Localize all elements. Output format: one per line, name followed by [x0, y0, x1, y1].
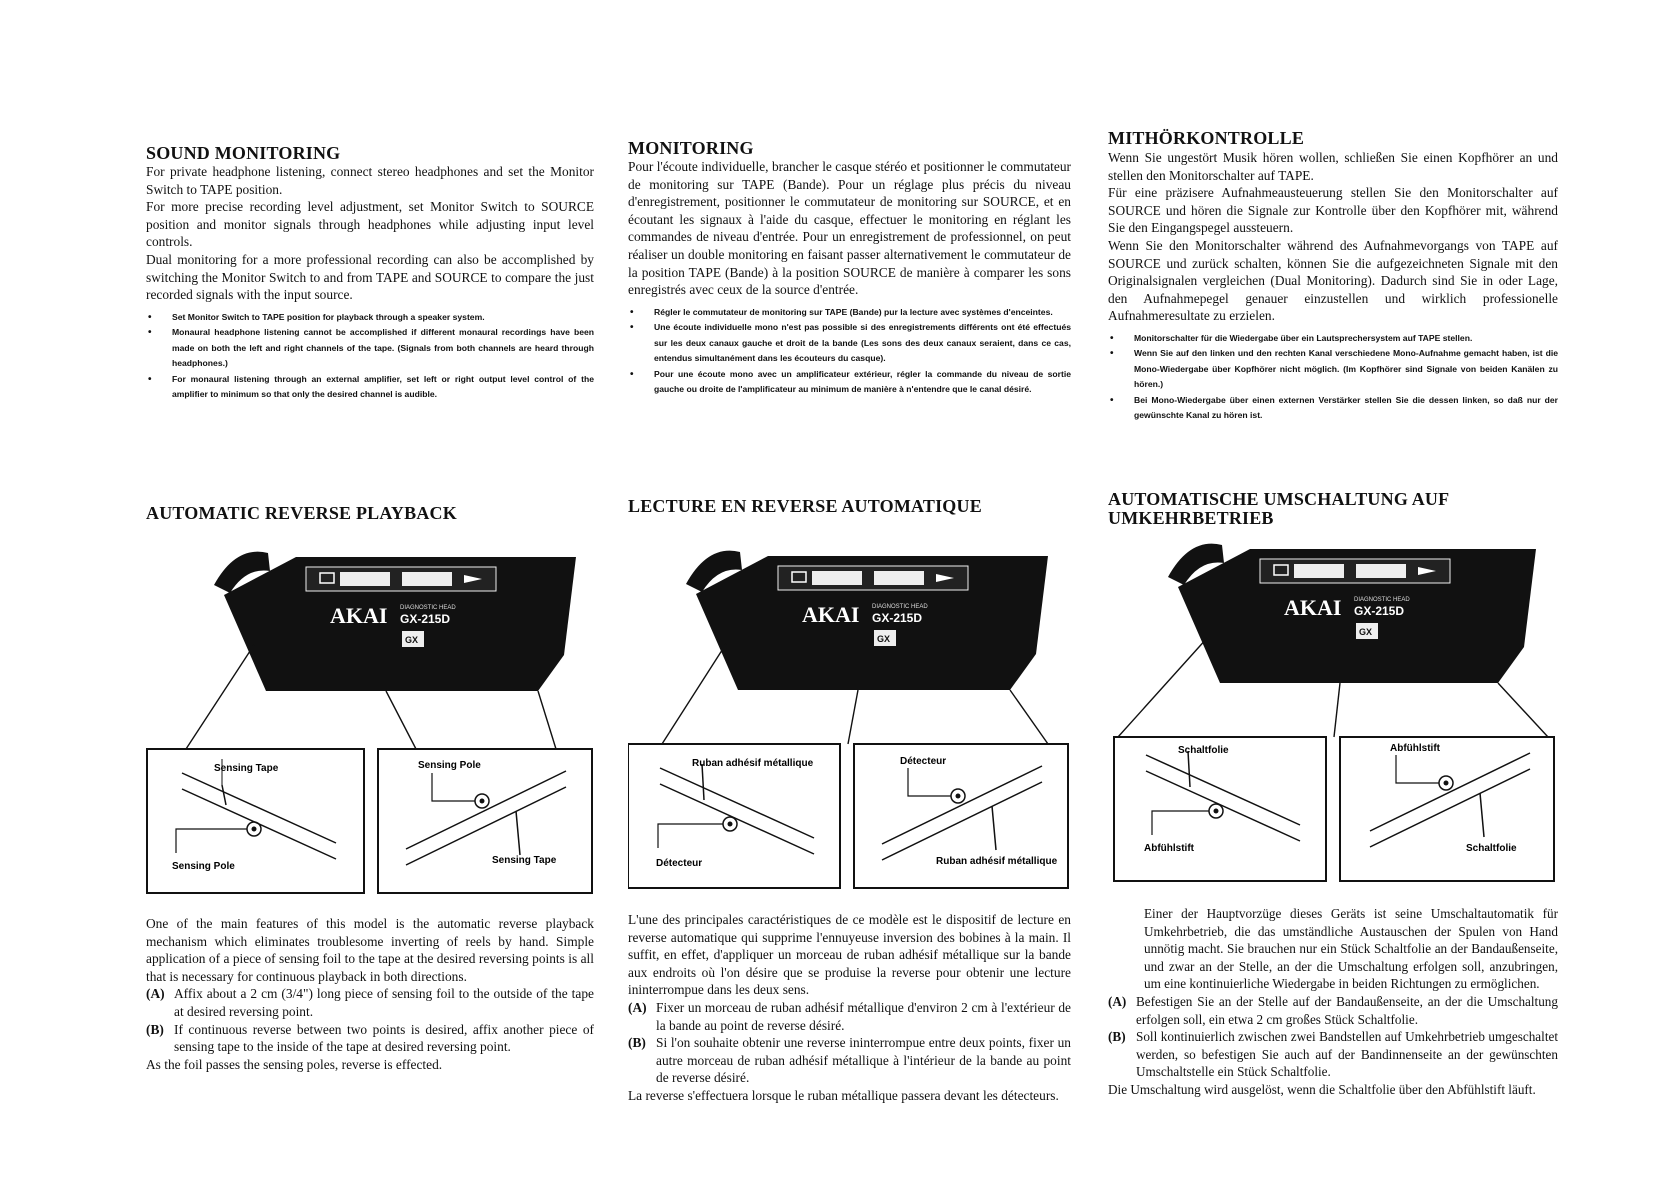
model-label: GX-215D — [400, 612, 451, 626]
label-sensing-pole-2: Sensing Pole — [418, 760, 481, 771]
step-marker: (B) — [1108, 1029, 1126, 1045]
model-subtitle: DIAGNOSTIC HEAD — [400, 605, 456, 611]
step-marker: (A) — [628, 999, 647, 1015]
section-title-auto-reverse: AUTOMATIC REVERSE PLAYBACK — [146, 503, 457, 523]
step-marker: (B) — [146, 1021, 164, 1037]
detail-box-inside — [378, 749, 592, 893]
section-title-auto-reverse: AUTOMATISCHE UMSCHALTUNG AUF UMKEHRBETRIEB — [1108, 489, 1449, 528]
step-a — [146, 985, 594, 1020]
section-title-auto-reverse: LECTURE EN REVERSE AUTOMATIQUE — [628, 496, 982, 516]
note-item: • For monaural listening through an external amplifier, set left or right output level control of the amplifier to minimum so that only the desired channel is audible. — [146, 372, 594, 403]
step-marker: (A) — [1108, 993, 1127, 1009]
paragraph: Dual monitoring for a more professional recording can also be accomplished by switching the Monitor Switch to and from TAPE and SOURCE to compare the just recorded signals with the input source. — [146, 251, 594, 303]
monitoring-body — [628, 158, 1071, 398]
notes-list — [1108, 331, 1558, 424]
paragraph: Die Umschaltung wird ausgelöst, wenn die Schaltfolie über den Abfühlstift läuft. — [1108, 1081, 1536, 1097]
reverse-diagram — [1108, 525, 1558, 885]
paragraph: Pour l'écoute individuelle, brancher le casque stéréo et positionner le commutateur de monitoring sur TAPE (Bande). Pour un réglage plus précis du niveau d'enregistrement, positionner le commutateur de monitoring sur SOURCE, et en écoutant les signaux à l'aide du casque, effectuer le monitoring en réglant les commandes de niveau d'entrée. Pour un enregistrement de professionnel, on peut réaliser un double monitoring en faisant passer alternativement le commutateur de la position TAPE (Bande) à la position SOURCE de manière à comparer les sons enregistrés avec ceux de la source d'entrée. — [628, 159, 1071, 298]
step-text: Fixer un morceau de ruban adhésif métallique d'environ 2 cm à l'extérieur de la bande au point de reverse désiré. — [656, 999, 1071, 1033]
step-marker: (B) — [628, 1035, 646, 1051]
note-item: • Monaural headphone listening cannot be accomplished if different monaural recordings have been made on both the left and right channels of the tape. (Signals from both channels are heard through headphones.) — [146, 325, 594, 372]
paragraph: Wenn Sie ungestört Musik hören wollen, schließen Sie einen Kopfhörer an und stellen den Monitorschalter auf TAPE. — [1108, 150, 1558, 183]
model-subtitle: DIAGNOSTIC HEAD — [872, 604, 928, 610]
label-sensing-tape: Sensing Tape — [214, 763, 279, 774]
brand-label: AKAI — [802, 602, 860, 627]
label-sensing-tape: Schaltfolie — [1178, 745, 1229, 756]
notes-list — [628, 305, 1071, 398]
reverse-diagram — [146, 535, 594, 895]
note-item: • Set Monitor Switch to TAPE position for playback through a speaker system. — [146, 310, 594, 326]
note-item: • Une écoute individuelle mono n'est pas possible si des enregistrements différents ont été effectués sur les deux canaux gauche et droit de la bande (Les sons des deux canaux seraient, dans ce cas, entendus simultanément dans les écouteurs du casque). — [628, 320, 1071, 367]
label-sensing-pole-2: Abfühlstift — [1390, 743, 1440, 754]
monitoring-body — [146, 163, 594, 403]
reverse-diagram — [628, 532, 1071, 892]
paragraph: La reverse s'effectuera lorsque le ruban métallique passera devant les détecteurs. — [628, 1087, 1059, 1103]
tape-deck-illustration — [1118, 544, 1548, 737]
label-sensing-tape-2: Sensing Tape — [492, 855, 557, 866]
step-a — [1108, 993, 1558, 1028]
monitoring-body — [1108, 149, 1558, 424]
brand-label: AKAI — [330, 603, 388, 628]
note-item: • Wenn Sie auf den linken und den rechten Kanal verschiedene Mono-Aufnahme gemacht haben, ist die Mono-Wiedergabe über Kopfhörer nicht möglich. (Im Kopfhörer sind Signale von beiden Kanälen zu hören.) — [1108, 346, 1558, 393]
label-sensing-pole: Sensing Pole — [172, 861, 235, 872]
section-title-sound-monitoring: SOUND MONITORING — [146, 143, 341, 163]
label-sensing-pole-2: Détecteur — [900, 756, 947, 767]
badge-label: GX — [877, 634, 891, 644]
paragraph: For more precise recording level adjustment, set Monitor Switch to SOURCE position and monitor signals through headphones while adjusting input level controls. — [146, 199, 594, 250]
section-title-mithoerkontrolle: MITHÖRKONTROLLE — [1108, 128, 1305, 148]
paragraph: Wenn Sie den Monitorschalter während des Aufnahmevorgangs von TAPE auf SOURCE und zurück schalten, können Sie die aufgezeichneten Signale mit den Originalsignalen vergleichen (Dual Monitoring). Dadurch sind Sie in oder Lage, den Aufnahmepegel genauer einzustellen und wirklich professionelle Aufnahmeresultate zu erzielen. — [1108, 237, 1558, 324]
label-sensing-pole: Abfühlstift — [1144, 843, 1194, 854]
tape-deck-illustration — [186, 552, 576, 749]
note-item: • Bei Mono-Wiedergabe über einen externen Verstärker stellen Sie die dessen linken, so daß nur der gewünschte Kanal zu hören ist. — [1108, 393, 1558, 424]
step-text: If continuous reverse between two points is desired, affix another piece of sensing tape to the inside of the tape at desired reversing point. — [174, 1021, 594, 1055]
paragraph: Einer der Hauptvorzüge dieses Geräts ist seine Umschaltautomatik für Umkehrbetrieb, die das umständliche Austauschen der Spulen von Hand unnötig macht. Sie brauchen nur ein Stück Schaltfolie an der Bandaußenseite, und zwar an der Stelle, an der die Umschaltung erfolgen soll, anzubringen, um eine kontinuierliche Wiedergabe in beiden Richtungen zu ermöglichen. — [1144, 906, 1558, 992]
paragraph: For private headphone listening, connect stereo headphones and set the Monitor Switch to TAPE position. — [146, 164, 594, 197]
badge-label: GX — [405, 635, 419, 645]
reverse-body — [628, 911, 1071, 1105]
paragraph: One of the main features of this model is the automatic reverse playback mechanism which eliminates troublesome inverting of reels by hand. Simple application of a piece of sensing foil to the tape at the desired reversing points is all that is necessary for continuous playback in both directions. — [146, 916, 594, 984]
step-text: Affix about a 2 cm (3/4") long piece of sensing foil to the outside of the tape at desired reversing point. — [174, 986, 594, 1019]
step-marker: (A) — [146, 986, 165, 1002]
paragraph: As the foil passes the sensing poles, reverse is effected. — [146, 1056, 443, 1072]
step-b — [146, 1021, 594, 1056]
label-sensing-tape: Ruban adhésif métallique — [692, 758, 814, 769]
brand-label: AKAI — [1284, 595, 1342, 620]
label-sensing-tape-2: Schaltfolie — [1466, 843, 1517, 854]
note-item: • Régler le commutateur de monitoring sur TAPE (Bande) pur la lecture avec systèmes d'enceintes. — [628, 305, 1071, 321]
paragraph: L'une des principales caractéristiques de ce modèle est le dispositif de lecture en reverse automatique qui supprime l'ennuyeuse inversion des bobines à la main. Il suffit, en effet, d'appliquer un morceau de ruban adhésif métallique sur la bande aux endroits où l'on désire que se produise la reverse pour obtenir une lecture ininterrompue dans les deux sens. — [628, 912, 1071, 998]
note-item: • Pour une écoute mono avec un amplificateur extérieur, régler la commande du niveau de sortie gauche ou droite de l'amplificateur au minimum de manière à n'entendre que le canal désiré. — [628, 367, 1071, 398]
model-subtitle: DIAGNOSTIC HEAD — [1354, 597, 1410, 603]
tape-deck-illustration — [662, 551, 1048, 744]
model-label: GX-215D — [872, 611, 923, 625]
note-item: • Monitorschalter für die Wiedergabe über ein Lautsprechersystem auf TAPE stellen. — [1108, 331, 1558, 347]
label-sensing-tape-2: Ruban adhésif métallique — [936, 856, 1058, 867]
paragraph: Für eine präzisere Aufnahmeausteuerung stellen Sie den Monitorschalter auf SOURCE und hören die Signale zur Kontrolle über den Kopfhörer mit, während Sie den Eingangspegel aussteuern. — [1108, 185, 1558, 236]
label-sensing-pole: Détecteur — [656, 858, 703, 869]
step-text: Befestigen Sie an der Stelle auf der Bandaußenseite, an der die Umschaltung erfolgen soll, ein etwa 2 cm großes Stück Schaltfolie. — [1136, 993, 1558, 1027]
step-b — [628, 1034, 1071, 1087]
reverse-body — [1108, 905, 1558, 1099]
detail-box-outside — [1114, 737, 1326, 881]
step-text: Si l'on souhaite obtenir une reverse ininterrompue entre deux points, fixer un autre morceau de ruban adhésif métallique à l'intérieur de la bande au point de reverse désiré. — [656, 1035, 1071, 1086]
detail-box-inside — [1340, 737, 1554, 881]
reverse-body — [146, 915, 594, 1073]
step-a — [628, 999, 1071, 1034]
model-label: GX-215D — [1354, 604, 1405, 618]
notes-list — [146, 310, 594, 403]
step-text: Soll kontinuierlich zwischen zwei Bandstellen auf Umkehrbetrieb umgeschaltet werden, so befestigen Sie auch auf der Bandinnenseite an der gewünschten Umschaltstelle ein Stück Schaltfolie. — [1136, 1029, 1558, 1080]
section-title-monitoring: MONITORING — [628, 138, 754, 158]
badge-label: GX — [1359, 627, 1373, 637]
step-b — [1108, 1028, 1558, 1081]
